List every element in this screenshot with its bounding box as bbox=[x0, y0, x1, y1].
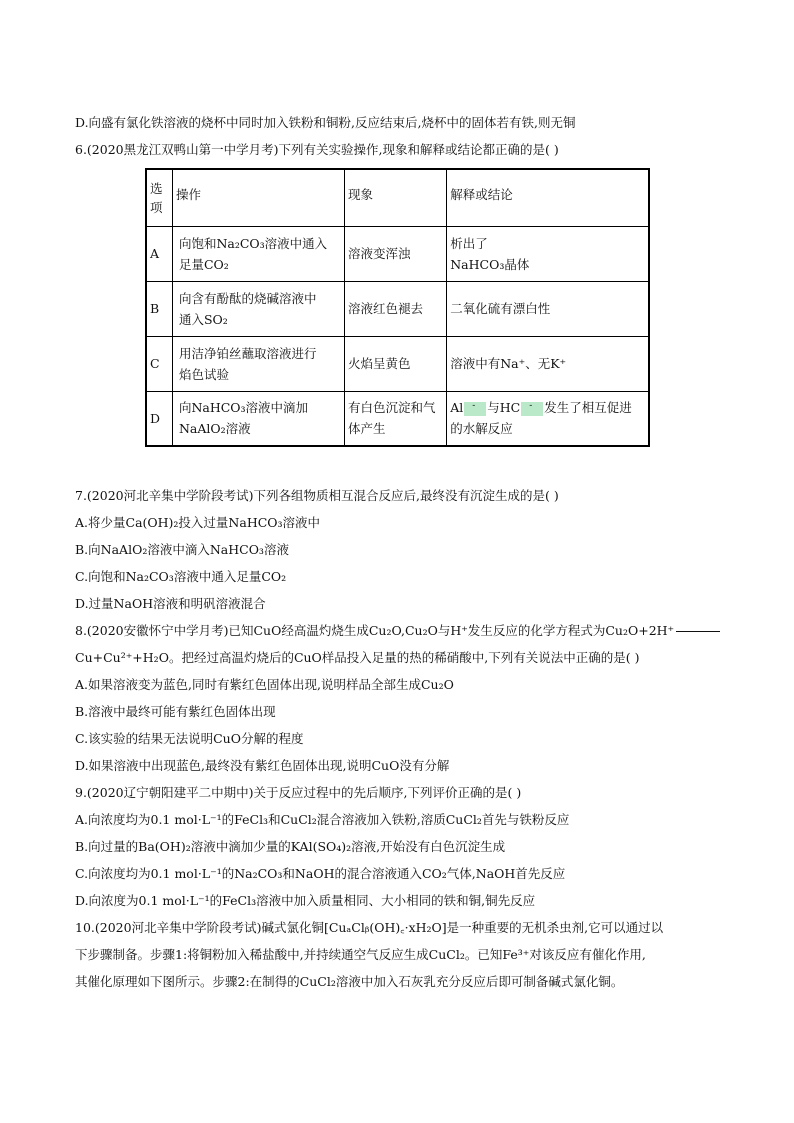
q8-option-c: C.该实验的结果无法说明CuO分解的程度 bbox=[75, 731, 304, 746]
row-phenomenon: 溶液红色褪去 bbox=[344, 281, 446, 336]
header-operation: 操作 bbox=[172, 169, 344, 226]
row-operation bbox=[172, 281, 344, 336]
conclusion-line: NaHCO₃晶体 bbox=[450, 256, 530, 272]
operation-line: 用洁净铂丝蘸取溶液进行 bbox=[178, 345, 317, 361]
q8-option-b: B.溶液中最终可能有紫红色固体出现 bbox=[75, 704, 276, 719]
conclusion-line: 析出了 bbox=[450, 235, 488, 251]
table-row bbox=[146, 391, 649, 446]
hidden-formula-blank bbox=[464, 402, 486, 416]
row-operation bbox=[172, 391, 344, 446]
minus-sign: - bbox=[472, 400, 476, 411]
q8-stem-line2: Cu+Cu²⁺+H₂O。把经过高温灼烧后的CuO样品投入足量的热的稀硝酸中,下列有关说法中正确的是( ) bbox=[75, 650, 640, 665]
q10-stem-line1: 10.(2020河北辛集中学阶段考试)碱式氯化铜[CuₐClᵦ(OH)꜀·xH₂O]是一种重要的无机杀虫剂,它可以通过以 bbox=[75, 920, 664, 935]
operation-line: 向NaHCO₃溶液中滴加 bbox=[178, 400, 309, 416]
table-header-row bbox=[146, 169, 649, 226]
table-row bbox=[146, 336, 649, 391]
row-option: D bbox=[146, 391, 172, 446]
row-operation bbox=[172, 226, 344, 281]
row-conclusion bbox=[447, 226, 649, 281]
operation-line: 向饱和Na₂CO₃溶液中通入 bbox=[178, 235, 328, 251]
row-operation bbox=[172, 336, 344, 391]
al-text: Al bbox=[450, 400, 464, 416]
row-option: C bbox=[146, 336, 172, 391]
table-row bbox=[146, 281, 649, 336]
phenomenon-line: 有白色沉淀和气 bbox=[347, 400, 436, 416]
q8-stem-text: 8.(2020安徽怀宁中学月考)已知CuO经高温灼烧生成Cu₂O,Cu₂O与H⁺发生反应的化学方程式为Cu₂O+2H⁺ bbox=[75, 623, 675, 638]
q7-option-b: B.向NaAlO₂溶液中滴入NaHCO₃溶液 bbox=[75, 542, 289, 557]
operation-line: 通入SO₂ bbox=[178, 311, 228, 327]
row-option: A bbox=[146, 226, 172, 281]
hidden-formula-blank bbox=[521, 402, 543, 416]
conclusion-line bbox=[450, 397, 645, 418]
hc-text: 与HC bbox=[487, 400, 521, 416]
q9-option-a: A.向浓度均为0.1 mol·L⁻¹的FeCl₃和CuCl₂混合溶液加入铁粉,溶质CuCl₂首先与铁粉反应 bbox=[75, 812, 570, 827]
q9-option-b: B.向过量的Ba(OH)₂溶液中滴加少量的KAl(SO₄)₂溶液,开始没有白色沉淀生成 bbox=[75, 839, 506, 854]
row-option: B bbox=[146, 281, 172, 336]
conclusion-tail: 发生了相互促进 bbox=[544, 400, 632, 416]
q5-option-d: D.向盛有氯化铁溶液的烧杯中同时加入铁粉和铜粉,反应结束后,烧杯中的固体若有铁,则无铜 bbox=[75, 115, 576, 130]
header-conclusion: 解释或结论 bbox=[447, 169, 649, 226]
q9-option-d: D.向浓度为0.1 mol·L⁻¹的FeCl₃溶液中加入质量相同、大小相同的铁和铜,铜先反应 bbox=[75, 893, 536, 908]
row-phenomenon bbox=[344, 391, 446, 446]
q6-table bbox=[145, 168, 650, 447]
q9-option-c: C.向浓度均为0.1 mol·L⁻¹的Na₂CO₃和NaOH的混合溶液通入CO₂气体,NaOH首先反应 bbox=[75, 866, 566, 881]
operation-line: 足量CO₂ bbox=[178, 256, 229, 272]
phenomenon-line: 体产生 bbox=[347, 421, 386, 437]
header-option: 选项 bbox=[146, 169, 172, 226]
row-conclusion: 溶液中有Na⁺、无K⁺ bbox=[447, 336, 649, 391]
operation-line: 焰色试验 bbox=[178, 366, 229, 382]
row-conclusion: 二氧化硫有漂白性 bbox=[447, 281, 649, 336]
q8-option-d: D.如果溶液中出现蓝色,最终没有紫红色固体出现,说明CuO没有分解 bbox=[75, 758, 450, 773]
conclusion-line: 的水解反应 bbox=[450, 421, 513, 437]
operation-line: 向含有酚酞的烧碱溶液中 bbox=[178, 290, 317, 306]
q7-option-c: C.向饱和Na₂CO₃溶液中通入足量CO₂ bbox=[75, 569, 287, 584]
q9-stem: 9.(2020辽宁朝阳建平二中期中)关于反应过程中的先后顺序,下列评价正确的是( ) bbox=[75, 785, 522, 800]
row-phenomenon: 火焰呈黄色 bbox=[344, 336, 446, 391]
row-phenomenon: 溶液变浑浊 bbox=[344, 226, 446, 281]
operation-line: NaAlO₂溶液 bbox=[178, 421, 251, 437]
q7-option-a: A.将少量Ca(OH)₂投入过量NaHCO₃溶液中 bbox=[75, 515, 321, 530]
table-row bbox=[146, 226, 649, 281]
q8-stem-line1 bbox=[75, 622, 720, 640]
reaction-arrow bbox=[676, 631, 720, 632]
q10-stem-line2: 下步骤制备。步骤1:将铜粉加入稀盐酸中,并持续通空气反应生成CuCl₂。已知Fe³⁺对该反应有催化作用, bbox=[75, 947, 646, 962]
q8-option-a: A.如果溶液变为蓝色,同时有紫红色固体出现,说明样品全部生成Cu₂O bbox=[75, 677, 454, 692]
q7-option-d: D.过量NaOH溶液和明矾溶液混合 bbox=[75, 596, 266, 611]
row-conclusion bbox=[447, 391, 649, 446]
minus-sign: - bbox=[529, 400, 533, 411]
q10-stem-line3: 其催化原理如下图所示。步骤2:在制得的CuCl₂溶液中加入石灰乳充分反应后即可制备碱式氯化铜。 bbox=[75, 974, 624, 989]
q6-stem: 6.(2020黑龙江双鸭山第一中学月考)下列有关实验操作,现象和解释或结论都正确的是( ) bbox=[75, 142, 559, 157]
header-phenomenon: 现象 bbox=[344, 169, 446, 226]
q7-stem: 7.(2020河北辛集中学阶段考试)下列各组物质相互混合反应后,最终没有沉淀生成的是( ) bbox=[75, 488, 559, 503]
